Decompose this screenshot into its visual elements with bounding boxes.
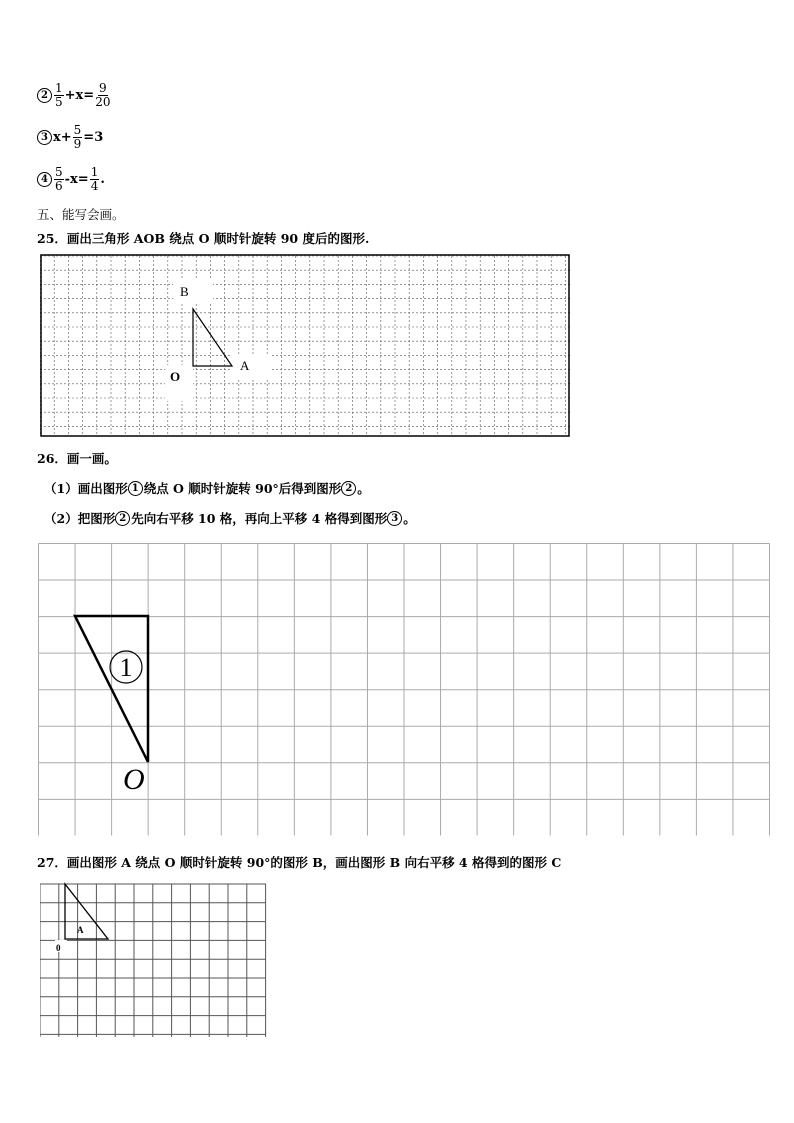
label-o: O (123, 763, 145, 796)
q26-grid-figure (38, 543, 770, 836)
circled-number: 4 (37, 172, 52, 187)
equation-4 (37, 166, 105, 193)
grid (40, 884, 266, 1037)
question-26-part1 (44, 479, 370, 497)
circled-number: 1 (128, 481, 143, 496)
denominator: 5 (55, 95, 63, 109)
question-27-text: 27．画出图形 A 绕点 O 顺时针旋转 90°的图形 B，画出图形 B 向右平移 4 格得到的图形 C (37, 855, 562, 870)
fraction (95, 82, 110, 109)
label-bg (173, 280, 213, 304)
fraction (54, 82, 64, 109)
text: 。 (357, 481, 370, 496)
shape-label-1: 1 (119, 653, 133, 682)
denominator: 4 (90, 179, 99, 193)
numerator: 9 (99, 81, 107, 95)
operator: =3 (83, 130, 104, 145)
text: 绕点 O 顺时针旋转 90°后得到图形 (143, 481, 342, 496)
q25-grid-figure (40, 254, 570, 437)
text: 。 (403, 511, 416, 526)
denominator: 9 (73, 137, 82, 151)
question-26-title: 26．画一画。 (37, 451, 117, 466)
numerator: 1 (90, 165, 99, 179)
grid-border (41, 255, 569, 436)
q27-grid-figure (40, 880, 268, 1040)
shape-a-triangle (65, 884, 108, 939)
circled-number: 2 (341, 481, 356, 496)
denominator: 20 (95, 95, 111, 109)
operator: -x= (64, 172, 89, 187)
section-title: 五、能写会画。 (37, 207, 125, 222)
question-25-text: 25．画出三角形 AOB 绕点 O 顺时针旋转 90 度后的图形. (37, 231, 370, 246)
text: （1）画出图形 (44, 481, 128, 496)
triangle-aob (193, 309, 232, 366)
circled-number: 2 (37, 88, 52, 103)
operator: x+ (53, 130, 72, 145)
text: （2）把图形 (44, 511, 116, 526)
equation-2 (37, 82, 111, 109)
circled-number: 3 (37, 130, 52, 145)
label-a: A (77, 925, 84, 935)
label-b: B (180, 284, 189, 299)
label-o: O (170, 369, 181, 384)
numerator: 5 (55, 165, 63, 179)
label-o: 0 (56, 943, 61, 953)
fraction (90, 166, 100, 193)
circled-number: 3 (387, 511, 402, 526)
numerator: 1 (55, 81, 63, 95)
equation-3 (37, 124, 103, 151)
label-bg (230, 354, 270, 378)
numerator: 5 (73, 123, 82, 137)
dashed-grid (40, 256, 570, 436)
circled-number: 2 (115, 511, 130, 526)
question-26-part2 (44, 509, 416, 527)
operator: +x= (64, 88, 95, 103)
denominator: 6 (55, 179, 63, 193)
fraction (54, 166, 64, 193)
period: . (100, 172, 105, 187)
label-a: A (240, 358, 250, 373)
text: 先向右平移 10 格，再向上平移 4 格得到图形 (131, 511, 388, 526)
fraction (73, 124, 83, 151)
